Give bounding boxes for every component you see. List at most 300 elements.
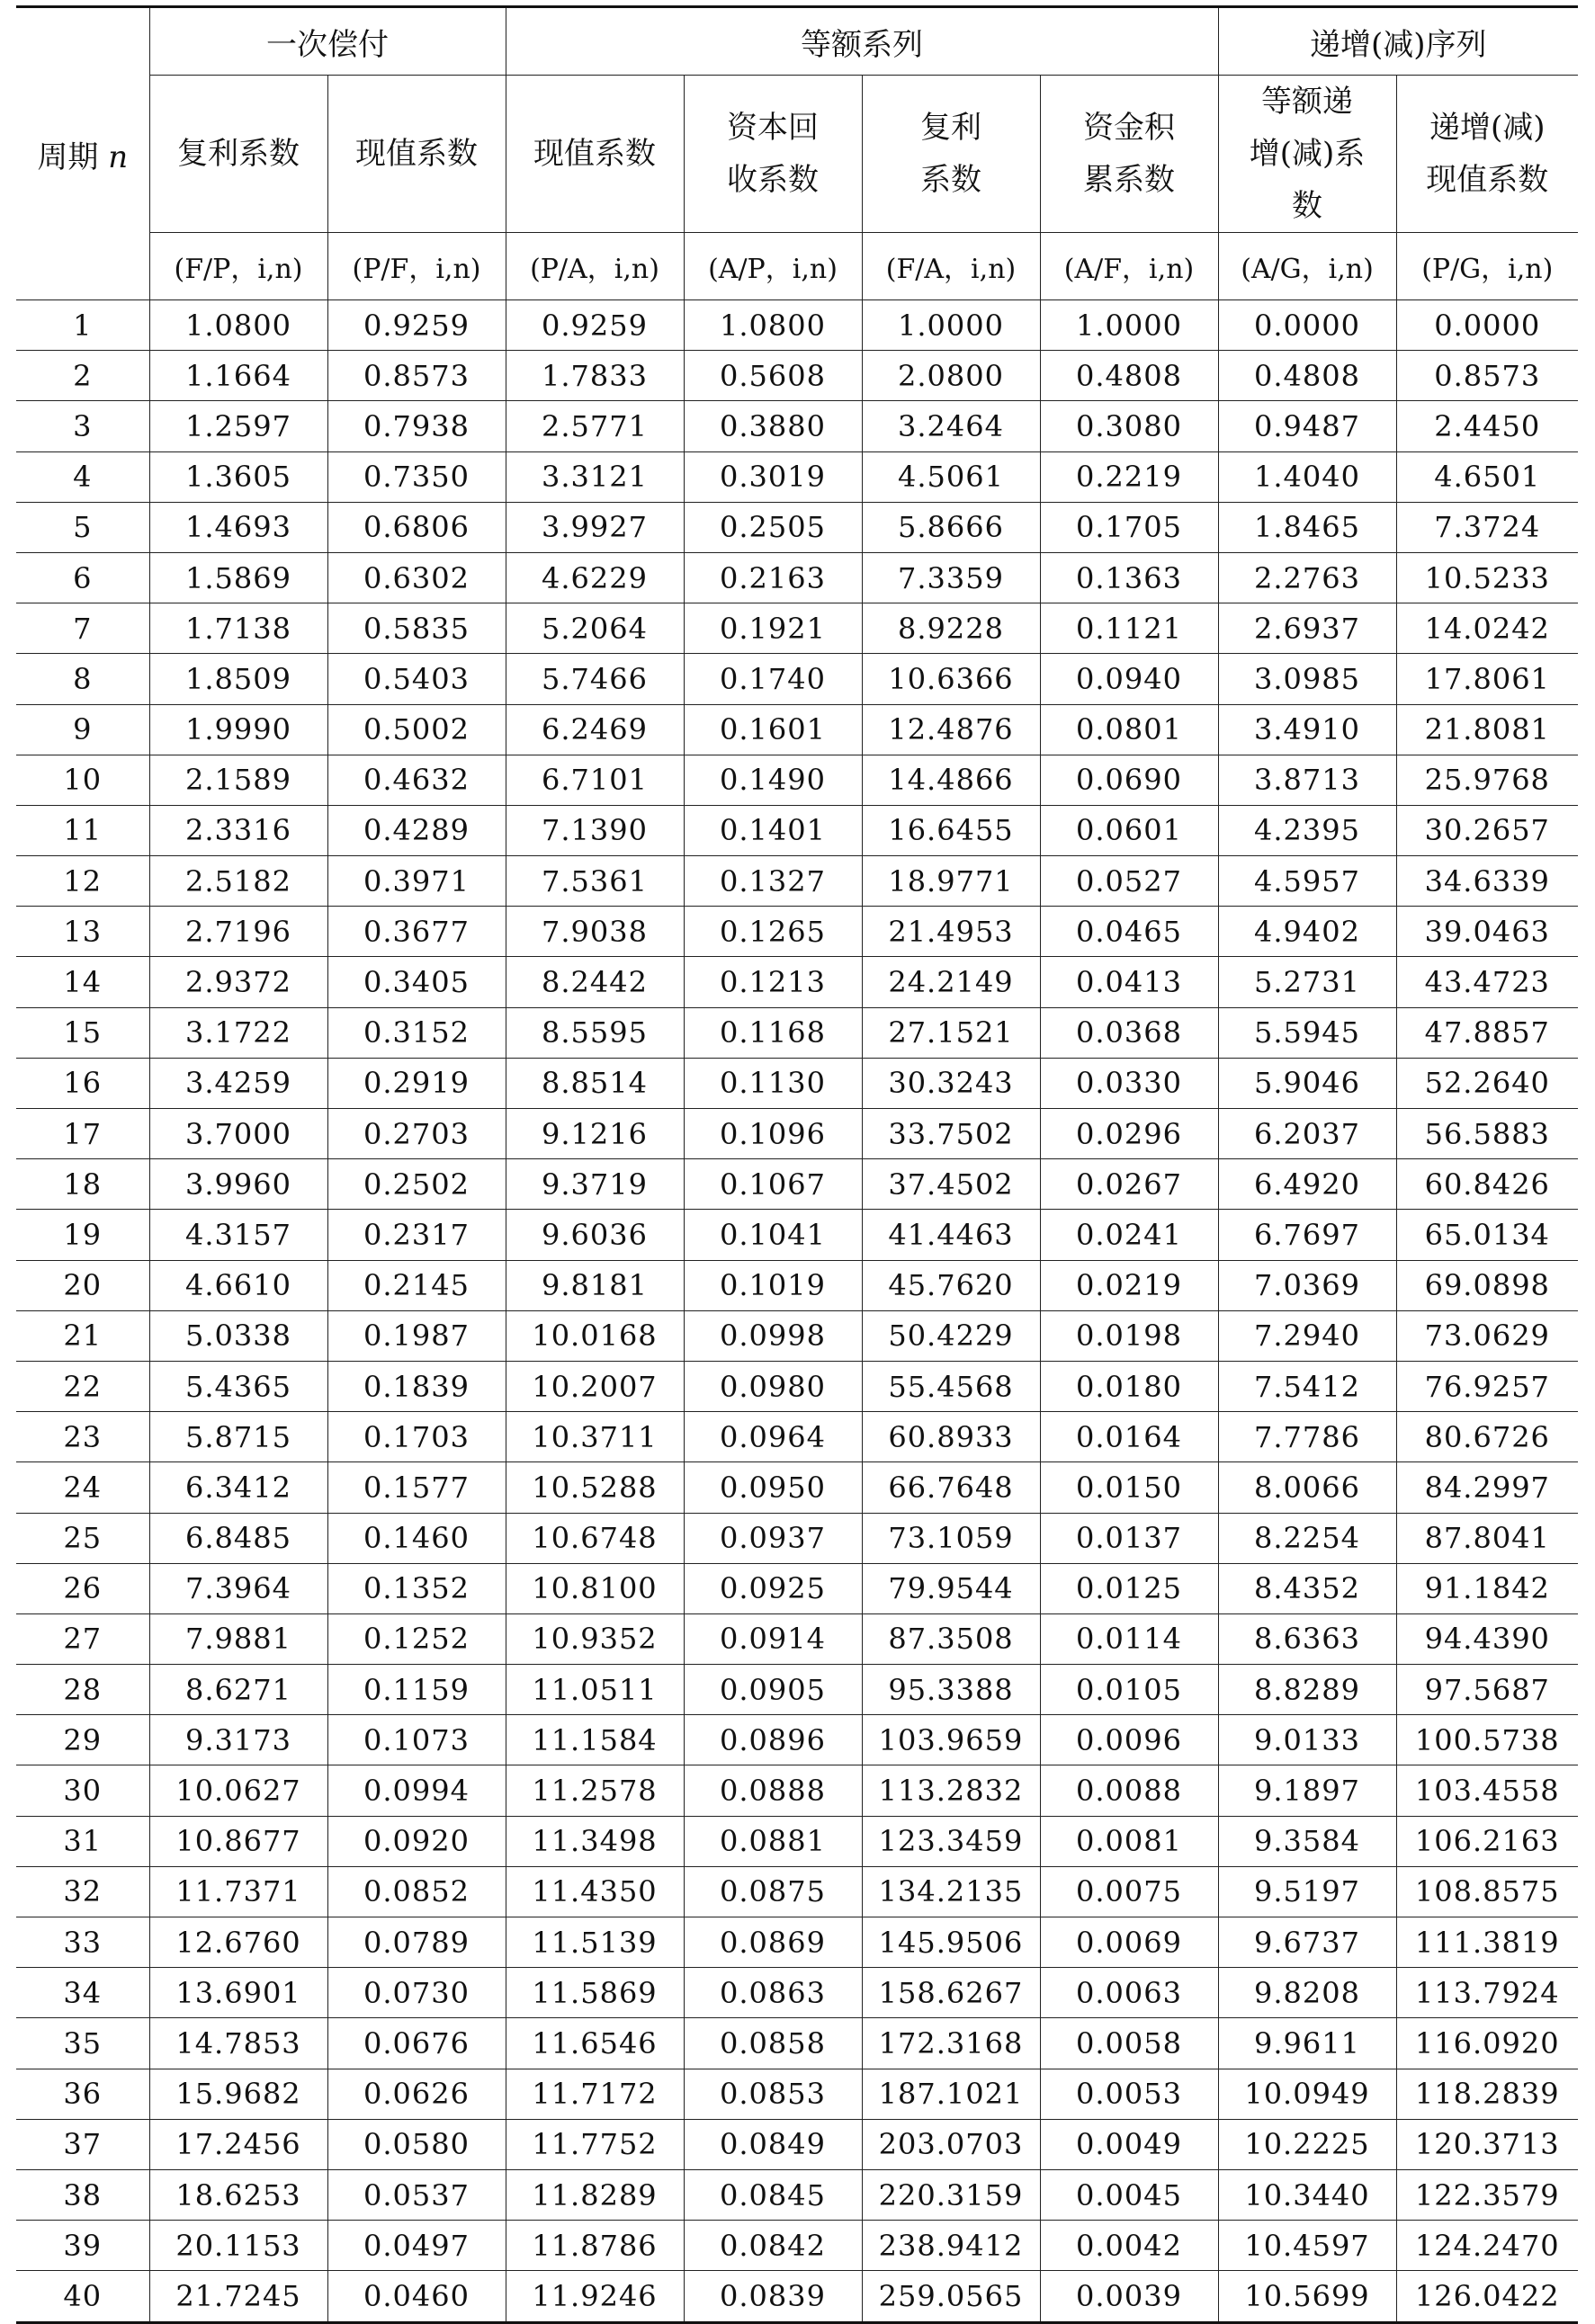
factor-cell: 25.9768 bbox=[1396, 755, 1578, 805]
factor-cell: 0.4632 bbox=[327, 755, 506, 805]
period-cell: 22 bbox=[16, 1361, 149, 1411]
factor-cell: 2.9372 bbox=[149, 957, 327, 1007]
factor-cell: 0.1019 bbox=[684, 1260, 862, 1310]
factor-cell: 0.1839 bbox=[327, 1361, 506, 1411]
factor-cell: 84.2997 bbox=[1396, 1462, 1578, 1513]
factor-cell: 0.1073 bbox=[327, 1715, 506, 1765]
table-row bbox=[16, 1816, 1578, 1866]
factor-cell: 87.8041 bbox=[1396, 1513, 1578, 1563]
factor-cell: 27.1521 bbox=[862, 1007, 1040, 1058]
factor-cell: 7.2940 bbox=[1218, 1310, 1396, 1361]
factor-cell: 0.0858 bbox=[684, 2018, 862, 2069]
factor-cell: 6.4920 bbox=[1218, 1159, 1396, 1210]
factor-cell: 0.0000 bbox=[1218, 300, 1396, 351]
factor-cell: 11.8786 bbox=[506, 2221, 684, 2271]
factor-cell: 80.6726 bbox=[1396, 1412, 1578, 1462]
factor-cell: 8.9228 bbox=[862, 603, 1040, 654]
factor-cell: 0.2219 bbox=[1040, 451, 1218, 502]
factor-cell: 7.3964 bbox=[149, 1563, 327, 1613]
factor-cell: 11.7752 bbox=[506, 2119, 684, 2169]
factor-cell: 0.0601 bbox=[1040, 805, 1218, 855]
factor-cell: 145.9506 bbox=[862, 1917, 1040, 1968]
factor-cell: 203.0703 bbox=[862, 2119, 1040, 2169]
factor-cell: 0.0045 bbox=[1040, 2169, 1218, 2220]
factor-cell: 9.8208 bbox=[1218, 1968, 1396, 2018]
factor-cell: 10.2007 bbox=[506, 1361, 684, 1411]
factor-cell: 11.9246 bbox=[506, 2271, 684, 2322]
factor-cell: 100.5738 bbox=[1396, 1715, 1578, 1765]
factor-cell: 11.7371 bbox=[149, 1866, 327, 1917]
factor-cell: 94.4390 bbox=[1396, 1613, 1578, 1664]
factor-cell: 0.1067 bbox=[684, 1159, 862, 1210]
factor-cell: 21.8081 bbox=[1396, 704, 1578, 755]
factor-cell: 3.2464 bbox=[862, 401, 1040, 451]
factor-cell: 0.9487 bbox=[1218, 401, 1396, 451]
factor-cell: 5.7466 bbox=[506, 654, 684, 704]
factor-cell: 0.1352 bbox=[327, 1563, 506, 1613]
col-notation-ap: (A/P，i,n) bbox=[684, 233, 862, 300]
factor-cell: 47.8857 bbox=[1396, 1007, 1578, 1058]
table-row bbox=[16, 2018, 1578, 2069]
period-cell: 23 bbox=[16, 1412, 149, 1462]
factor-cell: 0.0063 bbox=[1040, 1968, 1218, 2018]
factor-cell: 7.5361 bbox=[506, 856, 684, 907]
factor-cell: 5.8715 bbox=[149, 1412, 327, 1462]
table-row bbox=[16, 1109, 1578, 1159]
factor-cell: 4.6229 bbox=[506, 552, 684, 603]
factor-cell: 106.2163 bbox=[1396, 1816, 1578, 1866]
factor-cell: 11.7172 bbox=[506, 2069, 684, 2119]
period-cell: 38 bbox=[16, 2169, 149, 2220]
factor-cell: 0.1168 bbox=[684, 1007, 862, 1058]
factor-cell: 52.2640 bbox=[1396, 1058, 1578, 1108]
factor-cell: 0.3152 bbox=[327, 1007, 506, 1058]
group-header-single-payment: 一次偿付 bbox=[149, 7, 506, 76]
factor-cell: 0.0863 bbox=[684, 1968, 862, 2018]
factor-cell: 8.6363 bbox=[1218, 1613, 1396, 1664]
factor-cell: 0.0180 bbox=[1040, 1361, 1218, 1411]
factor-cell: 0.1577 bbox=[327, 1462, 506, 1513]
factor-cell: 0.0940 bbox=[1040, 654, 1218, 704]
factor-cell: 123.3459 bbox=[862, 1816, 1040, 1866]
factor-cell: 10.0627 bbox=[149, 1765, 327, 1816]
factor-cell: 65.0134 bbox=[1396, 1210, 1578, 1260]
period-cell: 37 bbox=[16, 2119, 149, 2169]
period-cell: 7 bbox=[16, 603, 149, 654]
table-row bbox=[16, 1159, 1578, 1210]
period-cell: 5 bbox=[16, 502, 149, 552]
factor-cell: 0.3880 bbox=[684, 401, 862, 451]
period-cell: 20 bbox=[16, 1260, 149, 1310]
factor-cell: 3.9927 bbox=[506, 502, 684, 552]
factor-cell: 0.0527 bbox=[1040, 856, 1218, 907]
factor-cell: 0.6806 bbox=[327, 502, 506, 552]
factor-cell: 0.0839 bbox=[684, 2271, 862, 2322]
factor-cell: 10.6366 bbox=[862, 654, 1040, 704]
factor-cell: 103.4558 bbox=[1396, 1765, 1578, 1816]
factor-cell: 60.8933 bbox=[862, 1412, 1040, 1462]
factor-cell: 66.7648 bbox=[862, 1462, 1040, 1513]
factor-cell: 5.2064 bbox=[506, 603, 684, 654]
factor-cell: 0.0690 bbox=[1040, 755, 1218, 805]
period-cell: 34 bbox=[16, 1968, 149, 2018]
period-cell: 39 bbox=[16, 2221, 149, 2271]
period-cell: 1 bbox=[16, 300, 149, 351]
factor-cell: 8.8289 bbox=[1218, 1665, 1396, 1715]
factor-cell: 7.3359 bbox=[862, 552, 1040, 603]
factor-cell: 0.3019 bbox=[684, 451, 862, 502]
factor-cell: 0.1121 bbox=[1040, 603, 1218, 654]
table-row bbox=[16, 502, 1578, 552]
factor-cell: 10.9352 bbox=[506, 1613, 684, 1664]
factor-cell: 0.0465 bbox=[1040, 907, 1218, 957]
factor-cell: 41.4463 bbox=[862, 1210, 1040, 1260]
table-row bbox=[16, 2119, 1578, 2169]
col-notation-ag: (A/G，i,n) bbox=[1218, 233, 1396, 300]
factor-cell: 76.9257 bbox=[1396, 1361, 1578, 1411]
period-label: 周期 bbox=[37, 139, 99, 175]
factor-cell: 172.3168 bbox=[862, 2018, 1040, 2069]
factor-cell: 259.0565 bbox=[862, 2271, 1040, 2322]
factor-cell: 0.0069 bbox=[1040, 1917, 1218, 1968]
factor-cell: 5.8666 bbox=[862, 502, 1040, 552]
factor-cell: 0.0150 bbox=[1040, 1462, 1218, 1513]
factor-cell: 55.4568 bbox=[862, 1361, 1040, 1411]
factor-cell: 69.0898 bbox=[1396, 1260, 1578, 1310]
period-cell: 4 bbox=[16, 451, 149, 502]
factor-cell: 0.2317 bbox=[327, 1210, 506, 1260]
factor-cell: 87.3508 bbox=[862, 1613, 1040, 1664]
factor-cell: 2.5771 bbox=[506, 401, 684, 451]
factor-cell: 9.3719 bbox=[506, 1159, 684, 1210]
factor-cell: 11.6546 bbox=[506, 2018, 684, 2069]
factor-cell: 0.0888 bbox=[684, 1765, 862, 1816]
factor-cell: 11.4350 bbox=[506, 1866, 684, 1917]
factor-cell: 56.5883 bbox=[1396, 1109, 1578, 1159]
factor-cell: 4.9402 bbox=[1218, 907, 1396, 957]
factor-cell: 158.6267 bbox=[862, 1968, 1040, 2018]
factor-cell: 1.0000 bbox=[862, 300, 1040, 351]
period-cell: 17 bbox=[16, 1109, 149, 1159]
factor-cell: 0.1159 bbox=[327, 1665, 506, 1715]
table-row bbox=[16, 2169, 1578, 2220]
col-label-fa: 复利系数 bbox=[862, 76, 1040, 233]
factor-cell: 30.3243 bbox=[862, 1058, 1040, 1108]
factor-cell: 8.6271 bbox=[149, 1665, 327, 1715]
period-cell: 30 bbox=[16, 1765, 149, 1816]
factor-cell: 9.3584 bbox=[1218, 1816, 1396, 1866]
factor-cell: 15.9682 bbox=[149, 2069, 327, 2119]
table-row bbox=[16, 1513, 1578, 1563]
factor-cell: 10.8677 bbox=[149, 1816, 327, 1866]
table-row bbox=[16, 1210, 1578, 1260]
factor-cell: 120.3713 bbox=[1396, 2119, 1578, 2169]
factor-cell: 1.7138 bbox=[149, 603, 327, 654]
factor-cell: 108.8575 bbox=[1396, 1866, 1578, 1917]
factor-cell: 0.1401 bbox=[684, 805, 862, 855]
factor-cell: 0.1921 bbox=[684, 603, 862, 654]
factor-cell: 0.1703 bbox=[327, 1412, 506, 1462]
factor-cell: 0.1740 bbox=[684, 654, 862, 704]
factor-cell: 0.0852 bbox=[327, 1866, 506, 1917]
factor-cell: 0.2145 bbox=[327, 1260, 506, 1310]
factor-cell: 7.9881 bbox=[149, 1613, 327, 1664]
factor-cell: 0.0537 bbox=[327, 2169, 506, 2220]
factor-cell: 3.8713 bbox=[1218, 755, 1396, 805]
table-row bbox=[16, 401, 1578, 451]
factor-cell: 0.1130 bbox=[684, 1058, 862, 1108]
factor-cell: 0.0580 bbox=[327, 2119, 506, 2169]
factor-cell: 0.0088 bbox=[1040, 1765, 1218, 1816]
period-cell: 40 bbox=[16, 2271, 149, 2322]
factor-cell: 0.0198 bbox=[1040, 1310, 1218, 1361]
factor-cell: 0.3971 bbox=[327, 856, 506, 907]
factor-cell: 17.2456 bbox=[149, 2119, 327, 2169]
factor-cell: 79.9544 bbox=[862, 1563, 1040, 1613]
table-row bbox=[16, 1665, 1578, 1715]
period-symbol: n bbox=[108, 139, 129, 175]
factor-cell: 0.4808 bbox=[1218, 351, 1396, 401]
factor-cell: 91.1842 bbox=[1396, 1563, 1578, 1613]
factor-cell: 18.9771 bbox=[862, 856, 1040, 907]
period-cell: 26 bbox=[16, 1563, 149, 1613]
factor-cell: 5.4365 bbox=[149, 1361, 327, 1411]
factor-cell: 3.7000 bbox=[149, 1109, 327, 1159]
factor-cell: 97.5687 bbox=[1396, 1665, 1578, 1715]
factor-cell: 0.0096 bbox=[1040, 1715, 1218, 1765]
table-row bbox=[16, 603, 1578, 654]
factor-cell: 0.3677 bbox=[327, 907, 506, 957]
factor-cell: 20.1153 bbox=[149, 2221, 327, 2271]
factor-cell: 2.6937 bbox=[1218, 603, 1396, 654]
factor-cell: 13.6901 bbox=[149, 1968, 327, 2018]
interest-factor-table bbox=[16, 5, 1578, 2324]
factor-cell: 1.0800 bbox=[684, 300, 862, 351]
table-row bbox=[16, 1260, 1578, 1310]
factor-cell: 0.0105 bbox=[1040, 1665, 1218, 1715]
group-header-gradient-series: 递增(减)序列 bbox=[1218, 7, 1578, 76]
factor-cell: 8.0066 bbox=[1218, 1462, 1396, 1513]
factor-cell: 0.1327 bbox=[684, 856, 862, 907]
factor-cell: 0.0937 bbox=[684, 1513, 862, 1563]
table-row bbox=[16, 1968, 1578, 2018]
factor-cell: 33.7502 bbox=[862, 1109, 1040, 1159]
col-label-pf: 现值系数 bbox=[327, 76, 506, 233]
factor-cell: 0.7938 bbox=[327, 401, 506, 451]
factor-cell: 0.0998 bbox=[684, 1310, 862, 1361]
factor-cell: 0.0039 bbox=[1040, 2271, 1218, 2322]
factor-cell: 0.0730 bbox=[327, 1968, 506, 2018]
factor-cell: 0.1213 bbox=[684, 957, 862, 1007]
col-label-pg: 递增(减)现值系数 bbox=[1396, 76, 1578, 233]
factor-cell: 10.2225 bbox=[1218, 2119, 1396, 2169]
factor-cell: 0.0241 bbox=[1040, 1210, 1218, 1260]
factor-cell: 60.8426 bbox=[1396, 1159, 1578, 1210]
factor-cell: 9.6036 bbox=[506, 1210, 684, 1260]
factor-cell: 0.0964 bbox=[684, 1412, 862, 1462]
table-row bbox=[16, 2069, 1578, 2119]
factor-cell: 8.5595 bbox=[506, 1007, 684, 1058]
factor-cell: 17.8061 bbox=[1396, 654, 1578, 704]
factor-cell: 10.0949 bbox=[1218, 2069, 1396, 2119]
factor-cell: 187.1021 bbox=[862, 2069, 1040, 2119]
factor-cell: 2.5182 bbox=[149, 856, 327, 907]
factor-cell: 4.6501 bbox=[1396, 451, 1578, 502]
table-row bbox=[16, 1765, 1578, 1816]
col-label-ap: 资本回收系数 bbox=[684, 76, 862, 233]
factor-cell: 7.5412 bbox=[1218, 1361, 1396, 1411]
factor-cell: 0.0042 bbox=[1040, 2221, 1218, 2271]
period-cell: 8 bbox=[16, 654, 149, 704]
factor-cell: 9.1897 bbox=[1218, 1765, 1396, 1816]
factor-cell: 0.0267 bbox=[1040, 1159, 1218, 1210]
factor-cell: 0.5835 bbox=[327, 603, 506, 654]
factor-cell: 0.0368 bbox=[1040, 1007, 1218, 1058]
factor-cell: 0.1096 bbox=[684, 1109, 862, 1159]
table-row bbox=[16, 856, 1578, 907]
factor-cell: 6.2037 bbox=[1218, 1109, 1396, 1159]
table-row bbox=[16, 351, 1578, 401]
factor-cell: 0.1041 bbox=[684, 1210, 862, 1260]
factor-cell: 11.3498 bbox=[506, 1816, 684, 1866]
factor-cell: 9.9611 bbox=[1218, 2018, 1396, 2069]
factor-cell: 9.3173 bbox=[149, 1715, 327, 1765]
factor-cell: 0.0801 bbox=[1040, 704, 1218, 755]
table-row bbox=[16, 1866, 1578, 1917]
factor-cell: 10.5233 bbox=[1396, 552, 1578, 603]
factor-cell: 30.2657 bbox=[1396, 805, 1578, 855]
factor-cell: 5.9046 bbox=[1218, 1058, 1396, 1108]
factor-cell: 8.2442 bbox=[506, 957, 684, 1007]
factor-cell: 122.3579 bbox=[1396, 2169, 1578, 2220]
factor-cell: 14.4866 bbox=[862, 755, 1040, 805]
factor-cell: 0.4808 bbox=[1040, 351, 1218, 401]
factor-cell: 0.5608 bbox=[684, 351, 862, 401]
factor-cell: 0.0075 bbox=[1040, 1866, 1218, 1917]
factor-cell: 0.1705 bbox=[1040, 502, 1218, 552]
factor-cell: 0.2502 bbox=[327, 1159, 506, 1210]
factor-cell: 0.0914 bbox=[684, 1613, 862, 1664]
factor-cell: 220.3159 bbox=[862, 2169, 1040, 2220]
factor-cell: 3.4910 bbox=[1218, 704, 1396, 755]
factor-cell: 0.8573 bbox=[1396, 351, 1578, 401]
period-cell: 6 bbox=[16, 552, 149, 603]
factor-cell: 11.5869 bbox=[506, 1968, 684, 2018]
period-cell: 21 bbox=[16, 1310, 149, 1361]
period-header bbox=[16, 7, 149, 300]
factor-cell: 0.2505 bbox=[684, 502, 862, 552]
table-row bbox=[16, 1058, 1578, 1108]
factor-cell: 39.0463 bbox=[1396, 907, 1578, 957]
factor-cell: 7.7786 bbox=[1218, 1412, 1396, 1462]
factor-cell: 2.2763 bbox=[1218, 552, 1396, 603]
factor-cell: 0.5403 bbox=[327, 654, 506, 704]
factor-cell: 9.0133 bbox=[1218, 1715, 1396, 1765]
factor-cell: 0.0994 bbox=[327, 1765, 506, 1816]
factor-cell: 10.4597 bbox=[1218, 2221, 1396, 2271]
factor-cell: 1.0800 bbox=[149, 300, 327, 351]
factor-cell: 8.2254 bbox=[1218, 1513, 1396, 1563]
period-cell: 11 bbox=[16, 805, 149, 855]
table-row bbox=[16, 2271, 1578, 2322]
factor-cell: 0.4289 bbox=[327, 805, 506, 855]
table-row bbox=[16, 1310, 1578, 1361]
factor-cell: 2.0800 bbox=[862, 351, 1040, 401]
factor-cell: 10.3440 bbox=[1218, 2169, 1396, 2220]
factor-cell: 5.2731 bbox=[1218, 957, 1396, 1007]
table-row bbox=[16, 1563, 1578, 1613]
factor-cell: 0.0789 bbox=[327, 1917, 506, 1968]
factor-cell: 113.7924 bbox=[1396, 1968, 1578, 2018]
table-row bbox=[16, 451, 1578, 502]
factor-cell: 111.3819 bbox=[1396, 1917, 1578, 1968]
factor-cell: 73.1059 bbox=[862, 1513, 1040, 1563]
factor-cell: 14.0242 bbox=[1396, 603, 1578, 654]
col-label-fp: 复利系数 bbox=[149, 76, 327, 233]
factor-cell: 0.5002 bbox=[327, 704, 506, 755]
factor-cell: 0.0881 bbox=[684, 1816, 862, 1866]
factor-cell: 0.1601 bbox=[684, 704, 862, 755]
factor-cell: 9.1216 bbox=[506, 1109, 684, 1159]
period-cell: 36 bbox=[16, 2069, 149, 2119]
factor-cell: 0.6302 bbox=[327, 552, 506, 603]
factor-cell: 1.4040 bbox=[1218, 451, 1396, 502]
period-cell: 33 bbox=[16, 1917, 149, 1968]
factor-cell: 6.8485 bbox=[149, 1513, 327, 1563]
period-cell: 15 bbox=[16, 1007, 149, 1058]
factor-cell: 0.0853 bbox=[684, 2069, 862, 2119]
factor-cell: 1.8509 bbox=[149, 654, 327, 704]
factor-cell: 0.2163 bbox=[684, 552, 862, 603]
factor-cell: 1.9990 bbox=[149, 704, 327, 755]
factor-cell: 21.4953 bbox=[862, 907, 1040, 957]
factor-cell: 45.7620 bbox=[862, 1260, 1040, 1310]
factor-cell: 4.2395 bbox=[1218, 805, 1396, 855]
factor-cell: 3.0985 bbox=[1218, 654, 1396, 704]
factor-cell: 0.0219 bbox=[1040, 1260, 1218, 1310]
factor-cell: 10.8100 bbox=[506, 1563, 684, 1613]
factor-cell: 6.7697 bbox=[1218, 1210, 1396, 1260]
col-label-af: 资金积累系数 bbox=[1040, 76, 1218, 233]
factor-cell: 34.6339 bbox=[1396, 856, 1578, 907]
factor-cell: 6.7101 bbox=[506, 755, 684, 805]
factor-cell: 37.4502 bbox=[862, 1159, 1040, 1210]
factor-cell: 118.2839 bbox=[1396, 2069, 1578, 2119]
factor-cell: 6.3412 bbox=[149, 1462, 327, 1513]
period-cell: 10 bbox=[16, 755, 149, 805]
factor-cell: 0.0869 bbox=[684, 1917, 862, 1968]
factor-cell: 7.0369 bbox=[1218, 1260, 1396, 1310]
factor-cell: 0.0049 bbox=[1040, 2119, 1218, 2169]
factor-cell: 16.6455 bbox=[862, 805, 1040, 855]
factor-cell: 5.5945 bbox=[1218, 1007, 1396, 1058]
factor-cell: 0.0842 bbox=[684, 2221, 862, 2271]
factor-cell: 0.0058 bbox=[1040, 2018, 1218, 2069]
factor-cell: 3.4259 bbox=[149, 1058, 327, 1108]
factor-cell: 10.3711 bbox=[506, 1412, 684, 1462]
factor-cell: 21.7245 bbox=[149, 2271, 327, 2322]
factor-cell: 2.7196 bbox=[149, 907, 327, 957]
factor-cell: 0.0626 bbox=[327, 2069, 506, 2119]
factor-cell: 1.5869 bbox=[149, 552, 327, 603]
factor-cell: 4.5061 bbox=[862, 451, 1040, 502]
factor-cell: 9.8181 bbox=[506, 1260, 684, 1310]
factor-cell: 0.1265 bbox=[684, 907, 862, 957]
factor-cell: 18.6253 bbox=[149, 2169, 327, 2220]
factor-cell: 6.2469 bbox=[506, 704, 684, 755]
table-row bbox=[16, 1917, 1578, 1968]
factor-cell: 2.4450 bbox=[1396, 401, 1578, 451]
